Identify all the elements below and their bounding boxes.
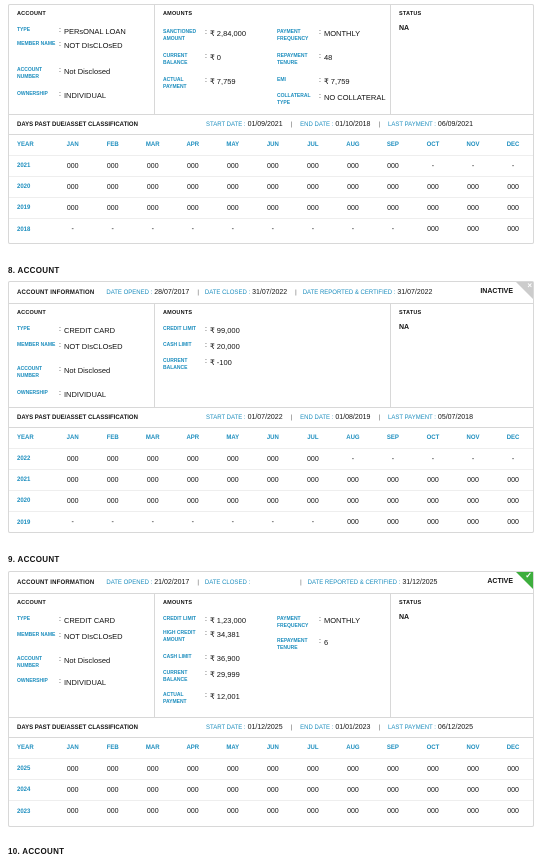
dpd-cell: 000	[66, 183, 79, 191]
dpd-cell: 000	[347, 765, 359, 773]
dpd-grid	[9, 738, 533, 822]
dpd-cell: 000	[106, 162, 119, 170]
dpd-cell: 000	[106, 476, 119, 484]
dpd-cell: 000	[226, 476, 239, 484]
check-icon: ✓	[525, 571, 532, 580]
month-header: FEB	[106, 142, 119, 148]
end-date: 01/01/2023	[335, 724, 371, 731]
account-information-bar: ACCOUNT INFORMATION DATE OPENED : 28/07/2017 | DATE CLOSED : 31/07/2022 | DATE REPORTED & CERTIFIED : 31/07/2022 INACTIVE ×	[9, 282, 533, 304]
status-column	[391, 5, 533, 114]
amounts-column	[155, 5, 391, 114]
dpd-cell: -	[471, 162, 475, 170]
month-header: JUL	[307, 745, 319, 751]
dpd-cell: -	[271, 226, 275, 233]
dpd-cell: 000	[146, 204, 159, 212]
year-cell: 2022	[17, 456, 31, 462]
amounts-column	[155, 594, 391, 717]
repayment-tenure-field: REPAYMENT TENURE : 6	[277, 638, 329, 651]
dpd-row	[9, 470, 533, 491]
dpd-row	[9, 801, 533, 822]
dpd-cell: 000	[66, 808, 79, 815]
dpd-cell: 000	[507, 786, 519, 794]
dpd-cell: 000	[66, 476, 79, 484]
last-payment: 06/09/2021	[437, 121, 473, 128]
year-cell: 2021	[17, 163, 31, 169]
dpd-cell: 000	[106, 786, 119, 794]
year-cell: 2020	[17, 498, 31, 504]
dpd-cell: 000	[267, 786, 279, 794]
month-header: AUG	[346, 142, 360, 148]
cash-limit-field: CASH LIMIT : ₹ 36,900	[163, 654, 240, 663]
dpd-label: DAYS PAST DUE/ASSET CLASSIFICATION	[17, 724, 138, 731]
month-header: JUL	[307, 142, 319, 148]
year-cell: 2018	[17, 226, 31, 233]
dpd-cell: 000	[387, 808, 399, 815]
dpd-cell: 000	[347, 808, 359, 815]
month-header: FEB	[106, 435, 119, 441]
dpd-cell: 000	[387, 183, 399, 191]
dpd-cell: -	[431, 455, 435, 463]
member-field: MEMBER NAME : NOT DIsCLOsED	[17, 41, 123, 50]
dpd-cell: -	[271, 519, 275, 526]
dpd-cell: 000	[387, 204, 399, 212]
dpd-cell: 000	[507, 226, 519, 233]
month-header: AUG	[346, 435, 360, 441]
type-field: TYPE : PERsONAL LOAN	[17, 27, 126, 36]
dpd-cell: 000	[387, 476, 399, 484]
amounts-column	[155, 304, 391, 407]
start-date: 01/09/2021	[247, 121, 283, 128]
account-card-8	[8, 281, 534, 533]
dpd-cell: 000	[106, 497, 119, 505]
dpd-cell: 000	[507, 204, 519, 212]
month-header: DEC	[506, 435, 520, 441]
type-field: TYPE : CREDIT CARD	[17, 326, 116, 335]
status-column	[391, 594, 533, 717]
end-date: 01/10/2018	[335, 121, 371, 128]
dpd-cell: 000	[427, 497, 439, 505]
dpd-cell: 000	[307, 765, 319, 773]
dpd-cell: 000	[186, 476, 199, 484]
dpd-cell: -	[351, 226, 355, 233]
dpd-cell: 000	[307, 476, 319, 484]
month-header: JUN	[266, 745, 279, 751]
dpd-cell: 000	[226, 497, 239, 505]
start-date: 01/12/2025	[247, 724, 283, 731]
dpd-bar	[9, 115, 533, 135]
amounts-heading: AMOUNTS	[163, 600, 193, 606]
month-header: JUN	[266, 142, 279, 148]
month-header: APR	[186, 435, 200, 441]
dpd-cell: 000	[387, 519, 399, 526]
dpd-cell: 000	[186, 455, 199, 463]
dpd-cell: 000	[387, 765, 399, 773]
dpd-cell: 000	[186, 497, 199, 505]
dpd-cell: 000	[387, 497, 399, 505]
dpd-cell: 000	[307, 497, 319, 505]
dpd-cell: 000	[267, 808, 279, 815]
dpd-cell: 000	[146, 455, 159, 463]
dpd-cell: -	[311, 519, 315, 526]
dpd-cell: 000	[267, 765, 279, 773]
month-header: FEB	[106, 745, 119, 751]
credit-limit-field: CREDIT LIMIT : ₹ 1,23,000	[163, 616, 247, 625]
dpd-cell: 000	[226, 808, 239, 815]
section-title-8: 8. ACCOUNT	[8, 266, 60, 275]
dpd-cell: 000	[146, 808, 159, 815]
status-column	[391, 304, 533, 407]
repayment-tenure-field: REPAYMENT TENURE : 48	[277, 53, 333, 66]
section-title-10: 10. ACCOUNT	[8, 847, 65, 856]
account-column	[9, 5, 155, 114]
end-date: 01/08/2019	[335, 414, 371, 421]
dpd-grid	[9, 135, 533, 240]
member-field: MEMBER NAME : NOT DIsCLOsED	[17, 632, 123, 641]
dpd-cell: 000	[467, 183, 479, 191]
date-opened: 21/02/2017	[154, 579, 190, 586]
year-cell: 2020	[17, 184, 31, 190]
account-card-9	[8, 571, 534, 827]
dpd-cell: 000	[186, 183, 199, 191]
dpd-cell: 000	[347, 204, 359, 212]
account-details	[9, 304, 533, 408]
month-header: MAY	[226, 142, 240, 148]
dpd-cell: 000	[106, 808, 119, 815]
dpd-cell: -	[511, 162, 515, 170]
dpd-cell: -	[231, 519, 234, 526]
payment-frequency-field: PAYMENT FREQUENCY : MONTHLY	[277, 616, 361, 629]
dpd-cell: -	[191, 226, 194, 233]
account-heading: ACCOUNT	[17, 11, 46, 17]
current-balance-field: CURRENT BALANCE : ₹ 0	[163, 53, 221, 66]
account-number-value: Not Disclosed	[63, 67, 111, 76]
dpd-cell: -	[231, 226, 234, 233]
account-details	[9, 594, 533, 718]
dpd-cell: 000	[106, 765, 119, 773]
dpd-cell: -	[151, 519, 154, 526]
last-payment: 06/12/2025	[437, 724, 473, 731]
month-header: MAR	[145, 142, 160, 148]
account-number-field: ACCOUNT NUMBER : Not Disclosed	[17, 67, 111, 80]
status-value: NA	[399, 324, 410, 331]
dpd-cell: 000	[186, 808, 199, 815]
dpd-cell: 000	[146, 765, 159, 773]
dpd-cell: 000	[427, 765, 439, 773]
amounts-heading: AMOUNTS	[163, 11, 193, 17]
month-header: MAY	[226, 745, 240, 751]
month-header: APR	[186, 745, 200, 751]
dpd-cell: 000	[347, 162, 359, 170]
year-cell: 2023	[17, 808, 31, 815]
payment-frequency-field: PAYMENT FREQUENCY : MONTHLY	[277, 29, 361, 42]
month-header: MAR	[145, 745, 160, 751]
account-information-bar: ACCOUNT INFORMATION DATE OPENED : 21/02/2017 | DATE CLOSED : | DATE REPORTED & CERTIFIED : 31/12/2025 ACTIVE ✓	[9, 572, 533, 594]
dpd-cell: 000	[467, 497, 479, 505]
dpd-cell: 000	[467, 476, 479, 484]
dpd-cell: 000	[226, 765, 239, 773]
dpd-cell: -	[191, 519, 194, 526]
month-header: YEAR	[17, 435, 34, 441]
dpd-dates: START DATE : 01/07/2022 | END DATE : 01/08/2019 | LAST PAYMENT : 05/07/2018	[206, 414, 473, 421]
dpd-cell: 000	[427, 183, 439, 191]
year-cell: 2021	[17, 477, 31, 483]
dpd-row	[9, 156, 533, 177]
dpd-cell: -	[511, 455, 515, 463]
dpd-cell: 000	[186, 765, 199, 773]
info-label: ACCOUNT INFORMATION	[17, 289, 95, 296]
dpd-cell: 000	[106, 183, 119, 191]
month-header: YEAR	[17, 142, 34, 148]
year-cell: 2024	[17, 787, 31, 793]
month-header: DEC	[506, 142, 520, 148]
month-header: NOV	[466, 142, 480, 148]
month-header: SEP	[386, 435, 399, 441]
dpd-cell: 000	[146, 162, 159, 170]
month-header: AUG	[346, 745, 360, 751]
dpd-cell: 000	[226, 204, 239, 212]
dpd-cell: 000	[467, 204, 479, 212]
dpd-cell: 000	[507, 476, 519, 484]
dpd-cell: 000	[507, 765, 519, 773]
current-balance-field: CURRENT BALANCE : ₹ 29,999	[163, 670, 240, 683]
dpd-row	[9, 449, 533, 470]
dpd-cell: 000	[427, 226, 439, 233]
dpd-cell: 000	[106, 204, 119, 212]
dpd-cell: 000	[467, 786, 479, 794]
dpd-cell: 000	[307, 162, 319, 170]
dpd-grid-header	[9, 135, 533, 156]
status-heading: STATUS	[399, 600, 422, 606]
dpd-dates: START DATE : 01/09/2021 | END DATE : 01/10/2018 | LAST PAYMENT : 06/09/2021	[206, 121, 473, 128]
dpd-cell: 000	[66, 765, 79, 773]
dpd-cell: -	[151, 226, 154, 233]
dpd-cell: 000	[146, 476, 159, 484]
dpd-cell: 000	[507, 808, 519, 815]
dpd-cell: 000	[347, 519, 359, 526]
month-header: OCT	[426, 142, 440, 148]
dpd-cell: 000	[66, 497, 79, 505]
dpd-cell: 000	[347, 476, 359, 484]
month-header: OCT	[426, 745, 440, 751]
account-heading: ACCOUNT	[17, 310, 46, 316]
account-card-7	[8, 4, 534, 244]
dpd-bar	[9, 408, 533, 428]
dpd-cell: 000	[146, 497, 159, 505]
sanctioned-amount-field: SANCTIONED AMOUNT : ₹ 2,84,000	[163, 29, 247, 42]
ownership-field: OWNERSHIP : INDIVIDUAL	[17, 390, 107, 399]
dpd-row	[9, 512, 533, 533]
month-header: SEP	[386, 142, 399, 148]
month-header: JAN	[66, 142, 79, 148]
dpd-cell: 000	[387, 786, 399, 794]
year-cell: 2019	[17, 519, 31, 526]
dpd-cell: -	[471, 455, 475, 463]
month-header: SEP	[386, 745, 399, 751]
dpd-bar	[9, 718, 533, 738]
current-balance-field: CURRENT BALANCE : ₹ -100	[163, 358, 232, 371]
date-reported: 31/07/2022	[397, 289, 433, 296]
dpd-cell: 000	[387, 162, 399, 170]
dpd-cell: 000	[347, 786, 359, 794]
actual-payment-field: ACTUAL PAYMENT : ₹ 12,001	[163, 692, 240, 705]
dpd-cell: 000	[66, 204, 79, 212]
dpd-cell: 000	[307, 204, 319, 212]
dpd-row	[9, 759, 533, 780]
dpd-cell: 000	[66, 786, 79, 794]
dpd-cell: 000	[427, 786, 439, 794]
status-heading: STATUS	[399, 11, 422, 17]
type-value: PERsONAL LOAN	[63, 27, 126, 36]
cash-limit-field: CASH LIMIT : ₹ 20,000	[163, 342, 240, 351]
dpd-cell: -	[311, 226, 315, 233]
dpd-cell: 000	[226, 162, 239, 170]
ownership-value: INDIVIDUAL	[63, 91, 107, 100]
dpd-cell: 000	[226, 786, 239, 794]
credit-limit-field: CREDIT LIMIT : ₹ 99,000	[163, 326, 240, 335]
account-details	[9, 5, 533, 115]
dpd-label: DAYS PAST DUE/ASSET CLASSIFICATION	[17, 414, 138, 421]
ownership-field: OWNERSHIP : INDIVIDUAL	[17, 678, 107, 687]
status-label: ACTIVE	[487, 578, 513, 585]
section-title-9: 9. ACCOUNT	[8, 555, 60, 564]
dpd-row	[9, 177, 533, 198]
dpd-cell: 000	[267, 497, 279, 505]
status-label: INACTIVE	[480, 288, 513, 295]
dpd-cell: 000	[146, 183, 159, 191]
account-number-field: ACCOUNT NUMBER : Not Disclosed	[17, 656, 111, 669]
start-date: 01/07/2022	[247, 414, 283, 421]
month-header: JAN	[66, 745, 79, 751]
month-header: YEAR	[17, 745, 34, 751]
dpd-cell: 000	[347, 183, 359, 191]
dpd-cell: -	[111, 226, 114, 233]
dpd-cell: 000	[307, 455, 319, 463]
dpd-grid-header	[9, 428, 533, 449]
dpd-cell: 000	[226, 183, 239, 191]
dpd-cell: 000	[427, 808, 439, 815]
dpd-cell: 000	[427, 476, 439, 484]
dpd-cell: 000	[467, 519, 479, 526]
date-reported: 31/12/2025	[402, 579, 438, 586]
dpd-cell: -	[391, 226, 395, 233]
dpd-cell: 000	[267, 183, 279, 191]
dpd-cell: -	[431, 162, 435, 170]
dpd-cell: 000	[267, 162, 279, 170]
dpd-cell: 000	[427, 204, 439, 212]
dpd-dates: START DATE : 01/12/2025 | END DATE : 01/01/2023 | LAST PAYMENT : 06/12/2025	[206, 724, 473, 731]
last-payment: 05/07/2018	[437, 414, 473, 421]
month-header: JAN	[66, 435, 79, 441]
dpd-label: DAYS PAST DUE/ASSET CLASSIFICATION	[17, 121, 138, 128]
dpd-cell: 000	[267, 455, 279, 463]
dpd-cell: 000	[507, 183, 519, 191]
dpd-cell: 000	[467, 226, 479, 233]
month-header: NOV	[466, 435, 480, 441]
dpd-row	[9, 219, 533, 240]
dpd-cell: 000	[307, 786, 319, 794]
account-column	[9, 304, 155, 407]
dpd-cell: 000	[507, 519, 519, 526]
dpd-cell: 000	[307, 183, 319, 191]
actual-payment-field: ACTUAL PAYMENT : ₹ 7,759	[163, 77, 236, 90]
dpd-row	[9, 198, 533, 219]
dpd-cell: 000	[226, 455, 239, 463]
dpd-cell: 000	[267, 476, 279, 484]
account-column	[9, 594, 155, 717]
member-value: NOT DIsCLOsED	[63, 41, 123, 50]
month-header: OCT	[426, 435, 440, 441]
month-header: MAR	[145, 435, 160, 441]
account-heading: ACCOUNT	[17, 600, 46, 606]
dpd-row	[9, 780, 533, 801]
status-value: NA	[399, 614, 410, 621]
dpd-grid-header	[9, 738, 533, 759]
info-label: ACCOUNT INFORMATION	[17, 579, 95, 586]
ownership-field: OWNERSHIP : INDIVIDUAL	[17, 91, 107, 100]
amounts-heading: AMOUNTS	[163, 310, 193, 316]
type-field: TYPE : CREDIT CARD	[17, 616, 116, 625]
month-header: JUN	[266, 435, 279, 441]
dpd-cell: 000	[507, 497, 519, 505]
dpd-cell: 000	[267, 204, 279, 212]
dpd-cell: 000	[186, 786, 199, 794]
dpd-cell: 000	[186, 162, 199, 170]
dpd-cell: 000	[467, 765, 479, 773]
month-header: MAY	[226, 435, 240, 441]
dpd-cell: 000	[66, 162, 79, 170]
year-cell: 2025	[17, 766, 31, 772]
account-number-field: ACCOUNT NUMBER : Not Disclosed	[17, 366, 111, 379]
month-header: APR	[186, 142, 200, 148]
month-header: JUL	[307, 435, 319, 441]
dpd-cell: 000	[347, 497, 359, 505]
month-header: NOV	[466, 745, 480, 751]
dpd-cell: -	[351, 455, 355, 463]
date-opened: 28/07/2017	[154, 289, 190, 296]
member-field: MEMBER NAME : NOT DIsCLOsED	[17, 342, 123, 351]
dpd-cell: -	[71, 519, 74, 526]
dpd-cell: -	[71, 226, 74, 233]
dpd-cell: 000	[427, 519, 439, 526]
date-closed: 31/07/2022	[252, 289, 288, 296]
dpd-cell: -	[391, 455, 395, 463]
dpd-row	[9, 491, 533, 512]
year-cell: 2019	[17, 205, 31, 211]
dpd-cell: 000	[307, 808, 319, 815]
month-header: DEC	[506, 745, 520, 751]
status-heading: STATUS	[399, 310, 422, 316]
emi-field: EMI : ₹ 7,759	[277, 77, 350, 86]
dpd-cell: 000	[106, 455, 119, 463]
dpd-cell: 000	[467, 808, 479, 815]
dpd-cell: 000	[66, 455, 79, 463]
dpd-cell: 000	[146, 786, 159, 794]
dpd-cell: 000	[186, 204, 199, 212]
collateral-type-field: COLLATERAL TYPE : NO COLLATERAL	[277, 93, 386, 106]
status-value: NA	[399, 25, 410, 32]
high-credit-field: HIGH CREDIT AMOUNT : ₹ 34,381	[163, 630, 240, 643]
dpd-cell: -	[111, 519, 114, 526]
close-icon: ×	[527, 281, 532, 290]
dpd-grid	[9, 428, 533, 533]
